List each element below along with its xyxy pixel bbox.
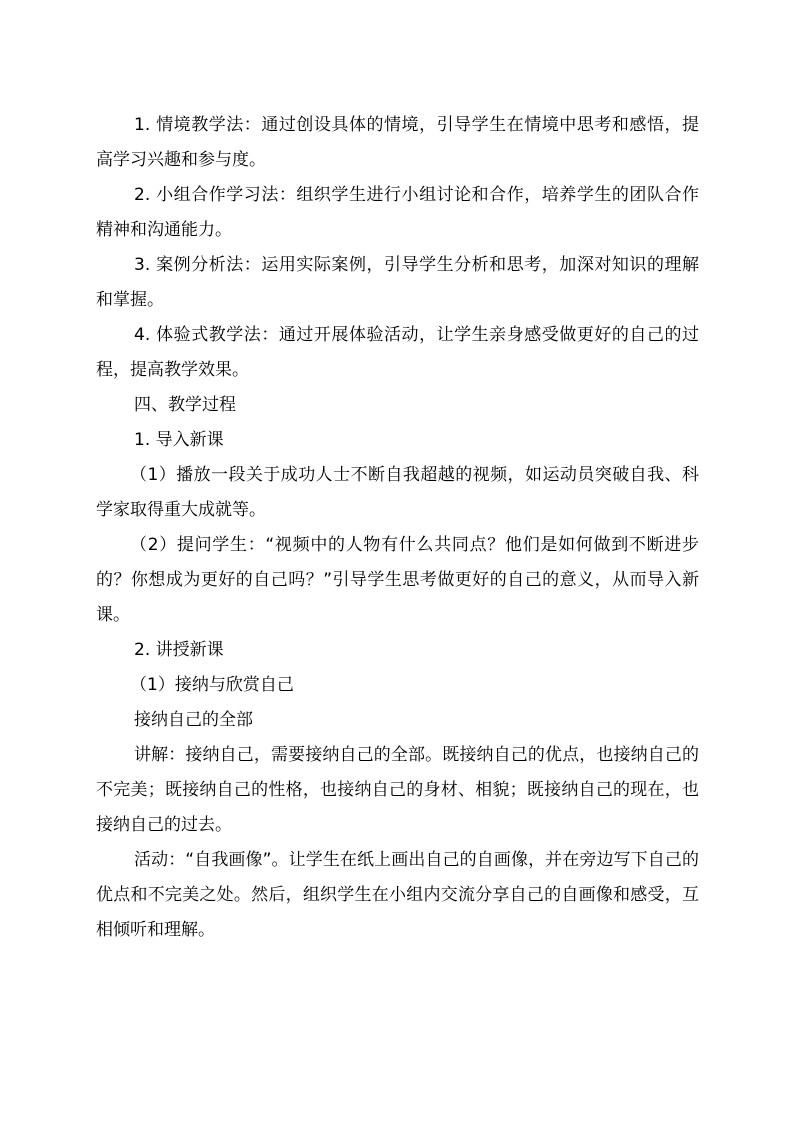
section-heading-teaching-process: 四、教学过程 <box>134 395 236 415</box>
subtopic-heading: 接纳自己的全部 <box>134 710 253 730</box>
teaching-method-1: 1. 情境教学法：通过创设具体的情境，引导学生在情境中思考和感悟，提高学习兴趣和参与度。 <box>96 115 699 170</box>
step-heading-new-lesson: 2. 讲授新课 <box>134 640 224 660</box>
introduction-item-1: （1）播放一段关于成功人士不断自我超越的视频，如运动员突破自我、科学家取得重大成就等。 <box>96 465 699 520</box>
teaching-method-2: 2. 小组合作学习法：组织学生进行小组讨论和合作，培养学生的团队合作精神和沟通能力。 <box>96 185 699 240</box>
activity-paragraph: 活动：“自我画像”。让学生在纸上画出自己的自画像，并在旁边写下自己的优点和不完美之处。然后，组织学生在小组内交流分享自己的自画像和感受，互相倾听和理解。 <box>96 850 699 940</box>
lecture-paragraph: 讲解：接纳自己，需要接纳自己的全部。既接纳自己的优点，也接纳自己的不完美；既接纳自己的性格，也接纳自己的身材、相貌；既接纳自己的现在，也接纳自己的过去。 <box>96 745 699 835</box>
teaching-method-3: 3. 案例分析法：运用实际案例，引导学生分析和思考，加深对知识的理解和掌握。 <box>96 255 699 310</box>
introduction-item-2: （2）提问学生：“视频中的人物有什么共同点？他们是如何做到不断进步的？你想成为更好的自己吗？”引导学生思考做更好的自己的意义，从而导入新课。 <box>96 535 699 625</box>
step-heading-introduction: 1. 导入新课 <box>134 430 224 450</box>
document-body <box>96 108 699 948</box>
teaching-method-4: 4. 体验式教学法：通过开展体验活动，让学生亲身感受做更好的自己的过程，提高教学效果。 <box>96 325 699 380</box>
new-lesson-subheading-1: （1）接纳与欣赏自己 <box>130 675 294 695</box>
